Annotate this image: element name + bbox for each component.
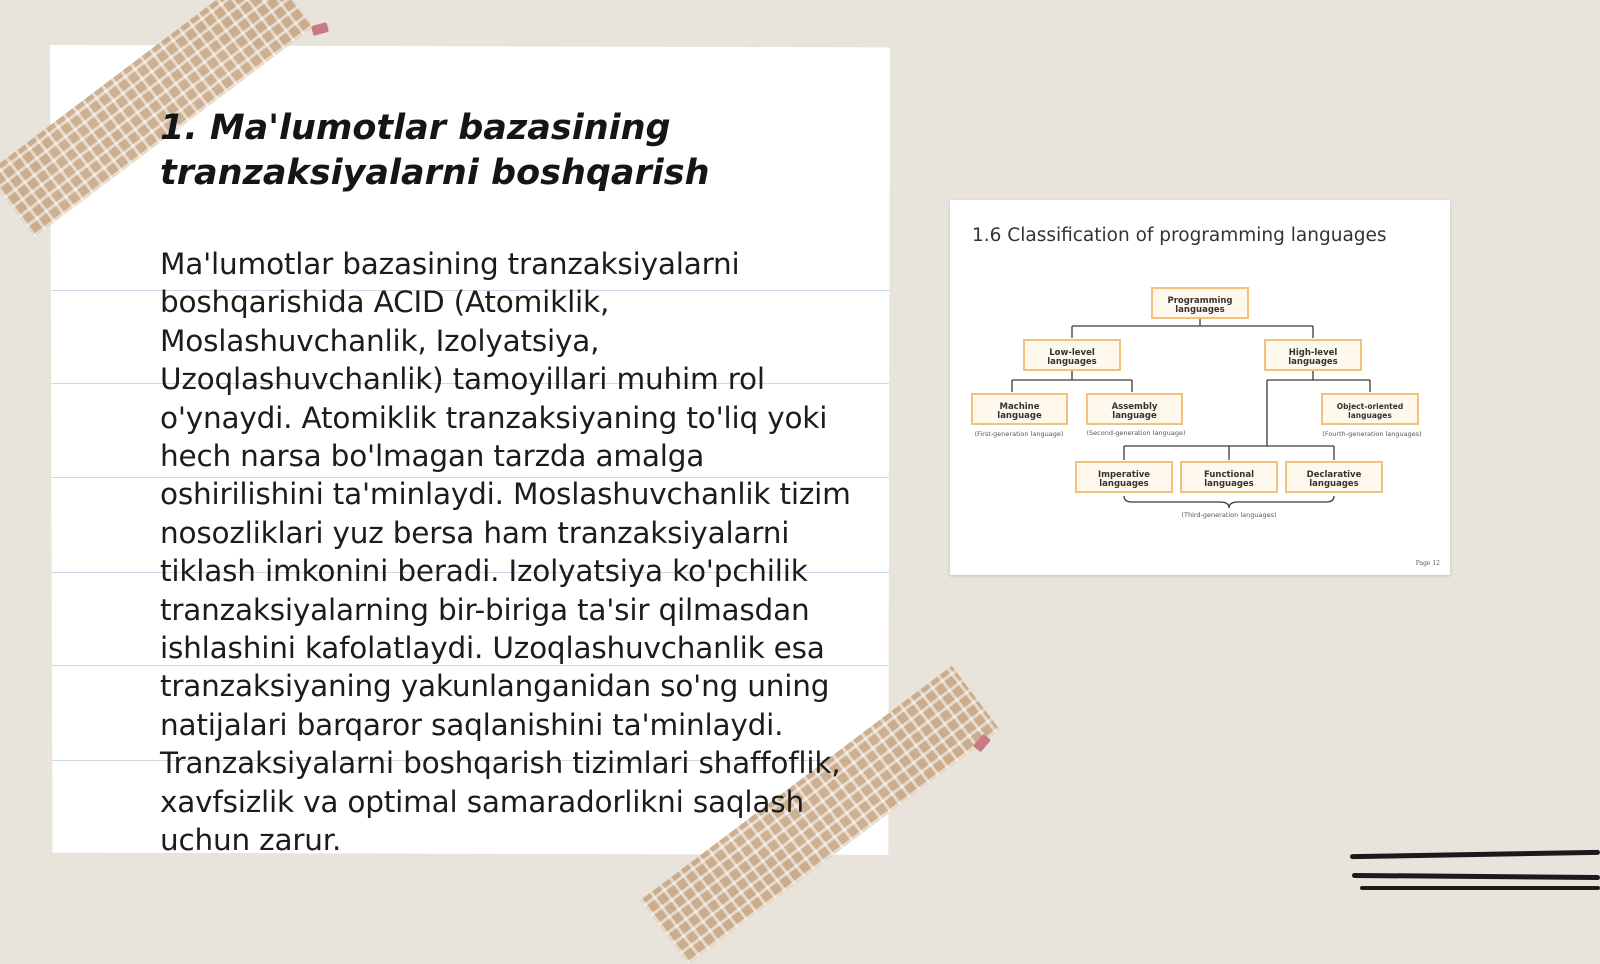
node-declarative-label: Declarative languages bbox=[1306, 470, 1362, 489]
note-first-generation: (First-generation language) bbox=[974, 430, 1064, 438]
node-assembly-label: Assembly language bbox=[1111, 402, 1158, 421]
node-programming-languages-label: Programming languages bbox=[1167, 296, 1233, 315]
tape-pin-top bbox=[311, 22, 329, 36]
brush-stroke bbox=[1360, 886, 1600, 890]
node-object-oriented-label: Object-oriented languages bbox=[1336, 402, 1404, 420]
brush-stroke bbox=[1352, 873, 1600, 880]
figure-page-label: Page 12 bbox=[1415, 560, 1440, 567]
brush-stroke bbox=[1350, 850, 1600, 859]
figure-heading: 1.6 Classification of programming languages bbox=[972, 225, 1387, 246]
node-high-level-label: High-level languages bbox=[1288, 348, 1338, 367]
node-functional-label: Functional languages bbox=[1203, 470, 1255, 489]
node-machine-label: Machine language bbox=[997, 402, 1042, 421]
note-third-generation: (Third-generation languages) bbox=[1181, 511, 1277, 519]
node-low-level-label: Low-level languages bbox=[1047, 348, 1097, 367]
classification-diagram bbox=[950, 200, 1450, 575]
node-imperative-label: Imperative languages bbox=[1097, 470, 1151, 489]
classification-figure bbox=[950, 200, 1450, 575]
note-second-generation: (Second-generation language) bbox=[1086, 429, 1186, 437]
slide-title: 1. Ma'lumotlar bazasining tranzaksiyalarni boshqarish bbox=[160, 108, 710, 193]
note-fourth-generation: (Fourth-generation languages) bbox=[1322, 430, 1422, 438]
slide-body-text: Ma'lumotlar bazasining tranzaksiyalarni boshqarishida ACID (Atomiklik, Moslashuvchanlik, Izolyatsiya, Uzoqlashuvchanlik) tamoyillari muhim rol o'ynaydi. Atomiklik tranzaksiyaning to'liq yoki hech narsa bo'lmagan tarzda amalga oshirilishini ta'minlaydi. Moslashuvchanlik tizim nosozliklari yuz bersa ham tranzaksiyalarni tiklash imkonini beradi. Izolyatsiya ko'pchilik tranzaksiyalarning bir-biriga ta'sir qilmasdan ishlashini kafolatlaydi. Uzoqlashuvchanlik esa tranzaksiyaning yakunlanganidan so'ng uning natijalari barqaror saqlanishini ta'minlaydi. Tranzaksiyalarni boshqarish tizimlari shaffoflik, xavfsizlik va optimal samaradorlikni saqlash uchun zarur. bbox=[160, 247, 851, 858]
